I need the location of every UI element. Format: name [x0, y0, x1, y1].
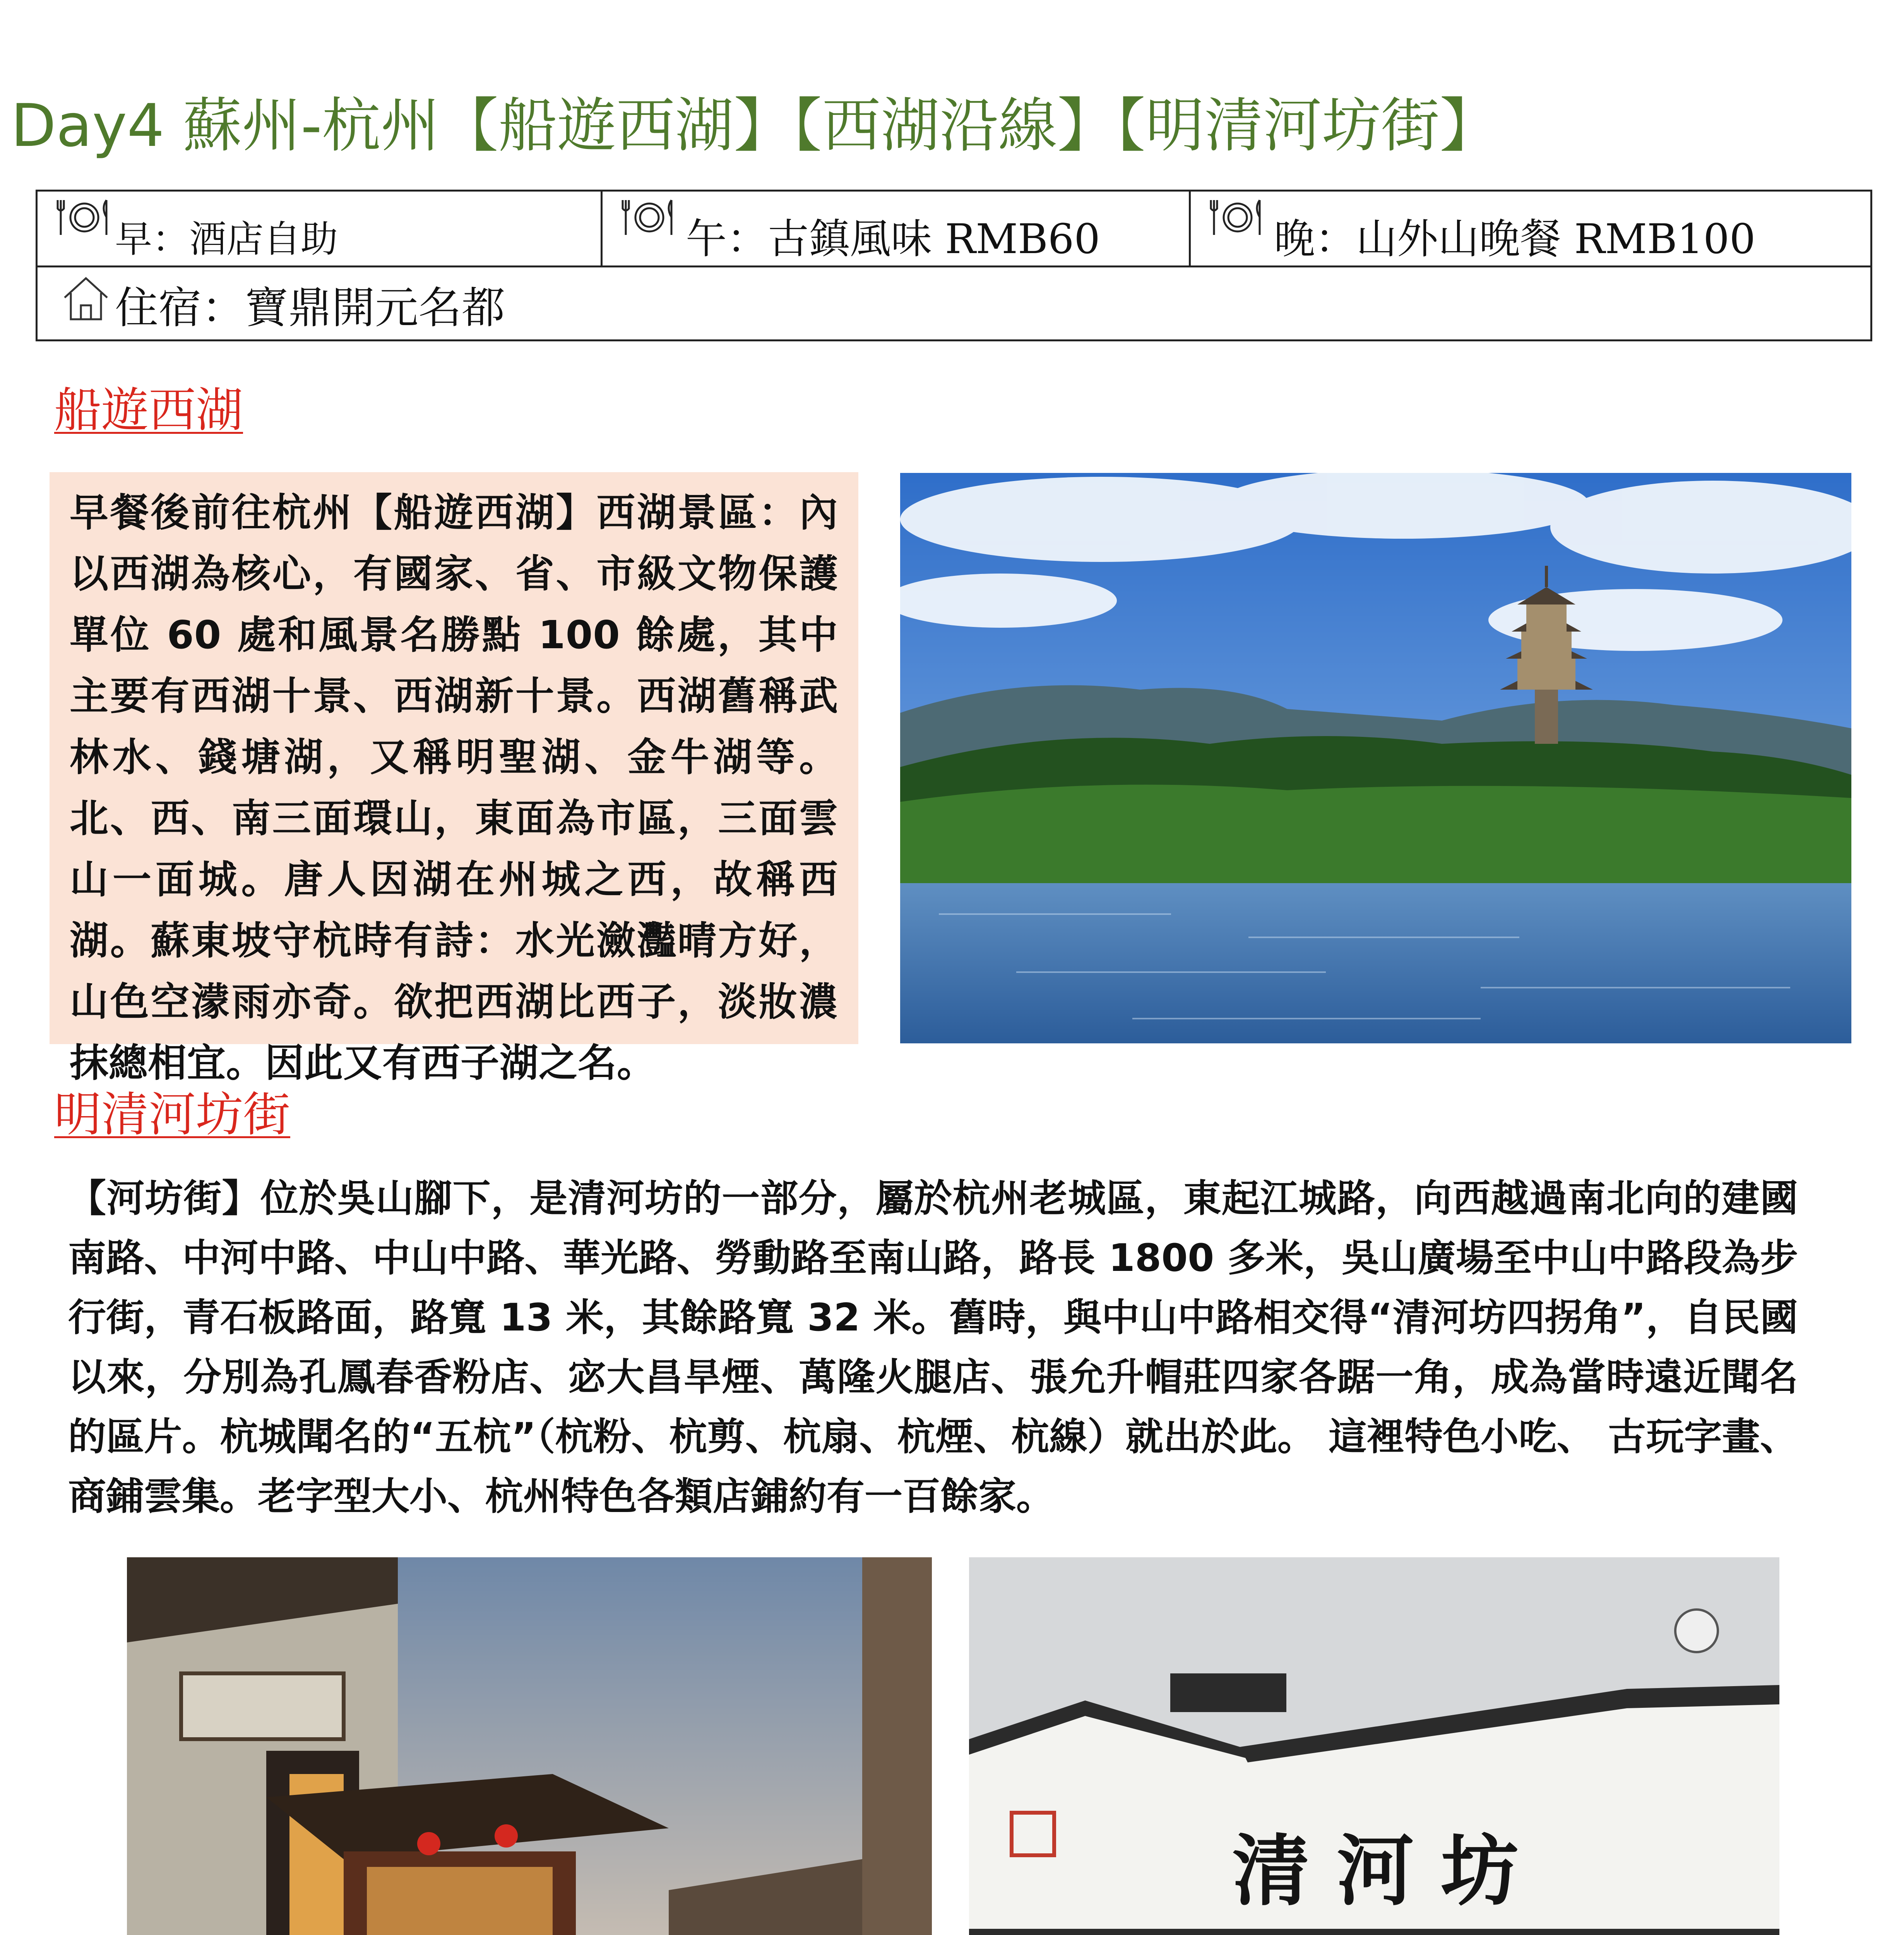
dinner-cell [1191, 192, 1872, 265]
home-icon [61, 274, 111, 324]
hotel-row [38, 267, 1870, 339]
plate-cutlery-icon [620, 196, 678, 239]
section-heading-hefang-street: 明清河坊街 [54, 1087, 290, 1142]
westlake-pagoda-photo [900, 473, 1851, 1043]
plate-cutlery-icon [55, 196, 113, 239]
westlake-description-box [50, 472, 858, 1086]
breakfast-label: 早：酒店自助 [115, 217, 338, 261]
lunch-label: 午：古鎮風味 RMB60 [686, 215, 1100, 263]
qinghefang-gate-photo [969, 1557, 1779, 1935]
gate-sign-text: 清 河 坊 [1232, 1825, 1519, 1916]
itinerary-table [36, 190, 1872, 341]
plate-cutlery-icon [1209, 196, 1267, 239]
lunch-cell [603, 192, 1191, 265]
dinner-label: 晚：山外山晚餐 RMB100 [1274, 215, 1756, 263]
section-heading-westlake: 船遊西湖 [54, 383, 243, 438]
meal-row [38, 192, 1870, 267]
hefang-street-photo [127, 1557, 932, 1935]
westlake-description: 早餐後前往杭州【船遊西湖】西湖景區：內以西湖為核心，有國家、省、市級文物保護單位 60 處和風景名勝點 100 餘處，其中主要有西湖十景、西湖新十景。西湖舊稱武林水、錢塘湖，又稱明聖湖、金牛湖等。北、西、南三面環山，東面為市區，三面雲山一面城。唐人因湖在州城之西，故稱西湖。蘇東坡守杭時有詩：水光瀲灩晴方好，山色空濛雨亦奇。欲把西湖比西子，淡妝濃抹總相宜。因此又有西子湖之名。 [70, 490, 838, 1086]
breakfast-cell [38, 192, 603, 265]
hefang-street-description: 【河坊街】位於吳山腳下，是清河坊的一部分，屬於杭州老城區，東起江城路，向西越過南北向的建國南路、中河中路、中山中路、華光路、勞動路至南山路，路長 1800 多米，吳山廣場至中山中路段為步行街，青石板路面，路寬 13 米，其餘路寬 32 米。舊時，與中山中路相交得“清河坊四拐角”，自民國以來，分別為孔鳳春香粉店、宓大昌旱煙、萬隆火腿店、張允升帽莊四家各踞一角，成為當時遠近聞名的區片。杭城聞名的“五杭”（杭粉、杭剪、杭扇、杭煙、杭線）就出於此。 這裡特色小吃、 古玩字畫、商鋪雲集。老字型大小、杭州特色各類店鋪約有一百餘家。 [68, 1176, 1798, 1519]
page-title: Day4 蘇州-杭州【船遊西湖】【西湖沿線】【明清河坊街】 [11, 91, 1499, 160]
hotel-label: 住宿：寶鼎開元名都 [115, 283, 505, 333]
